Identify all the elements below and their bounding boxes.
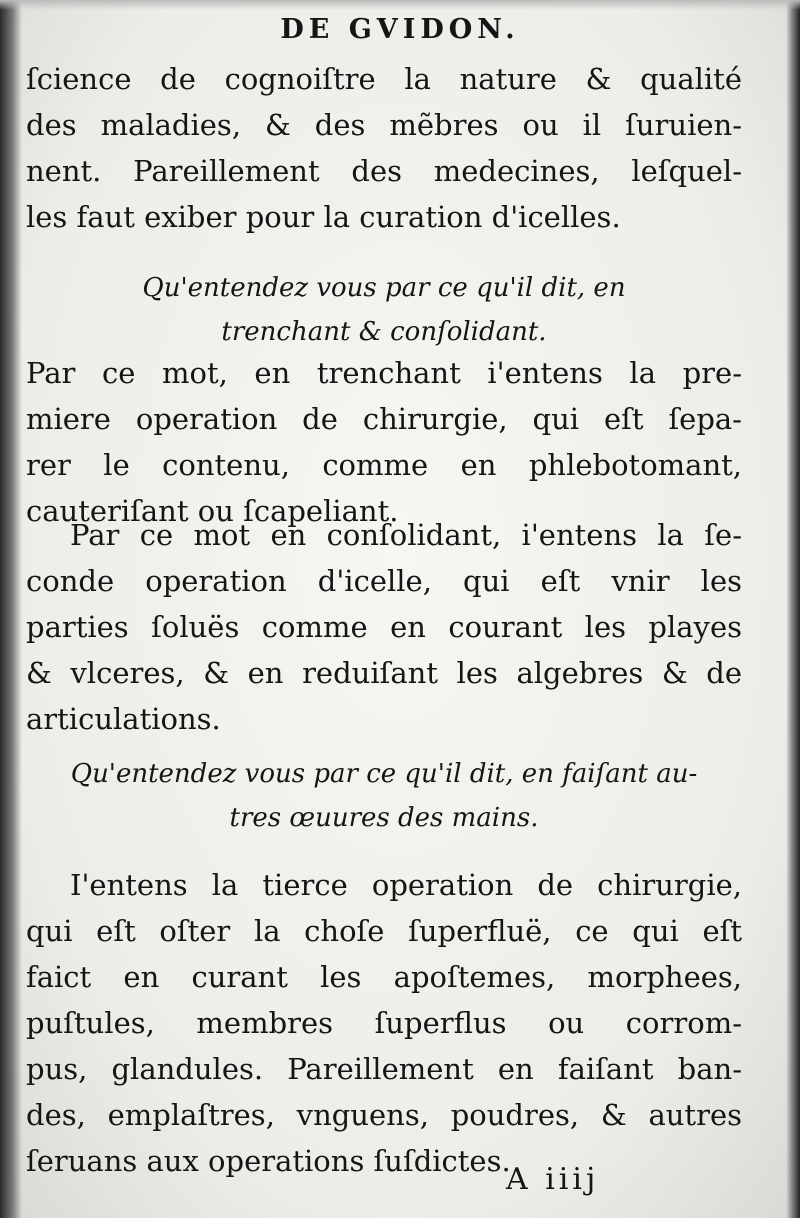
text-line: pus, glandules. Pareillement en faiſant ban- <box>26 1052 742 1086</box>
page-edge-shadow <box>786 0 800 1218</box>
page-top-shadow <box>0 0 800 10</box>
text-line: Par ce mot en conſolidant, i'entens la ſe- <box>70 518 742 552</box>
text-line: & vlceres, & en reduiſant les algebres & de <box>26 656 742 690</box>
text-line: rer le contenu, comme en phlebotomant, <box>26 448 742 482</box>
signature-mark: A iiij <box>506 1162 600 1197</box>
text-line: Par ce mot, en trenchant i'entens la pre- <box>26 356 742 390</box>
question-line: trenchant & conſolidant. <box>221 317 547 347</box>
text-line: les faut exiber pour la curation d'icelles. <box>26 200 621 234</box>
text-line: faict en curant les apoſtemes, morphees, <box>26 960 742 994</box>
paragraph-intro <box>26 56 742 240</box>
question-line: Qu'entendez vous par ce qu'il dit, en faiſant au- <box>70 759 698 789</box>
text-line: cauteriſant ou ſcapeliant. <box>26 494 399 528</box>
question-heading-1 <box>26 266 742 354</box>
question-line: tres œuures des mains. <box>229 803 539 833</box>
text-line: miere operation de chirurgie, qui eſt ſepa- <box>26 402 742 436</box>
question-line: Qu'entendez vous par ce qu'il dit, en <box>142 273 626 303</box>
text-line: articulations. <box>26 702 221 736</box>
text-line: des, emplaſtres, vnguens, poudres, & autres <box>26 1098 742 1132</box>
text-line: puſtules, membres ſuperflus ou corrom- <box>26 1006 742 1040</box>
text-line: I'entens la tierce operation de chirurgie, <box>70 868 742 902</box>
answer-paragraph-2 <box>26 862 742 1184</box>
answer-paragraph-1 <box>26 350 742 534</box>
text-line: des maladies, & des mẽbres ou il ſuruien- <box>26 108 742 142</box>
question-heading-2 <box>26 752 742 840</box>
answer-paragraph-1b <box>26 512 742 742</box>
page-gutter-shadow <box>0 0 22 1218</box>
text-line: qui eſt oſter la choſe ſuperfluë, ce qui eſt <box>26 914 742 948</box>
text-line: nent. Pareillement des medecines, leſquel- <box>26 154 742 188</box>
text-line: ſeruans aux operations ſuſdictes. <box>26 1144 511 1178</box>
running-head: DE GVIDON. <box>280 14 520 45</box>
text-line: parties ſoluës comme en courant les playes <box>26 610 742 644</box>
text-line: conde operation d'icelle, qui eſt vnir les <box>26 564 742 598</box>
text-line: ſcience de cognoiſtre la nature & qualité <box>26 62 742 96</box>
